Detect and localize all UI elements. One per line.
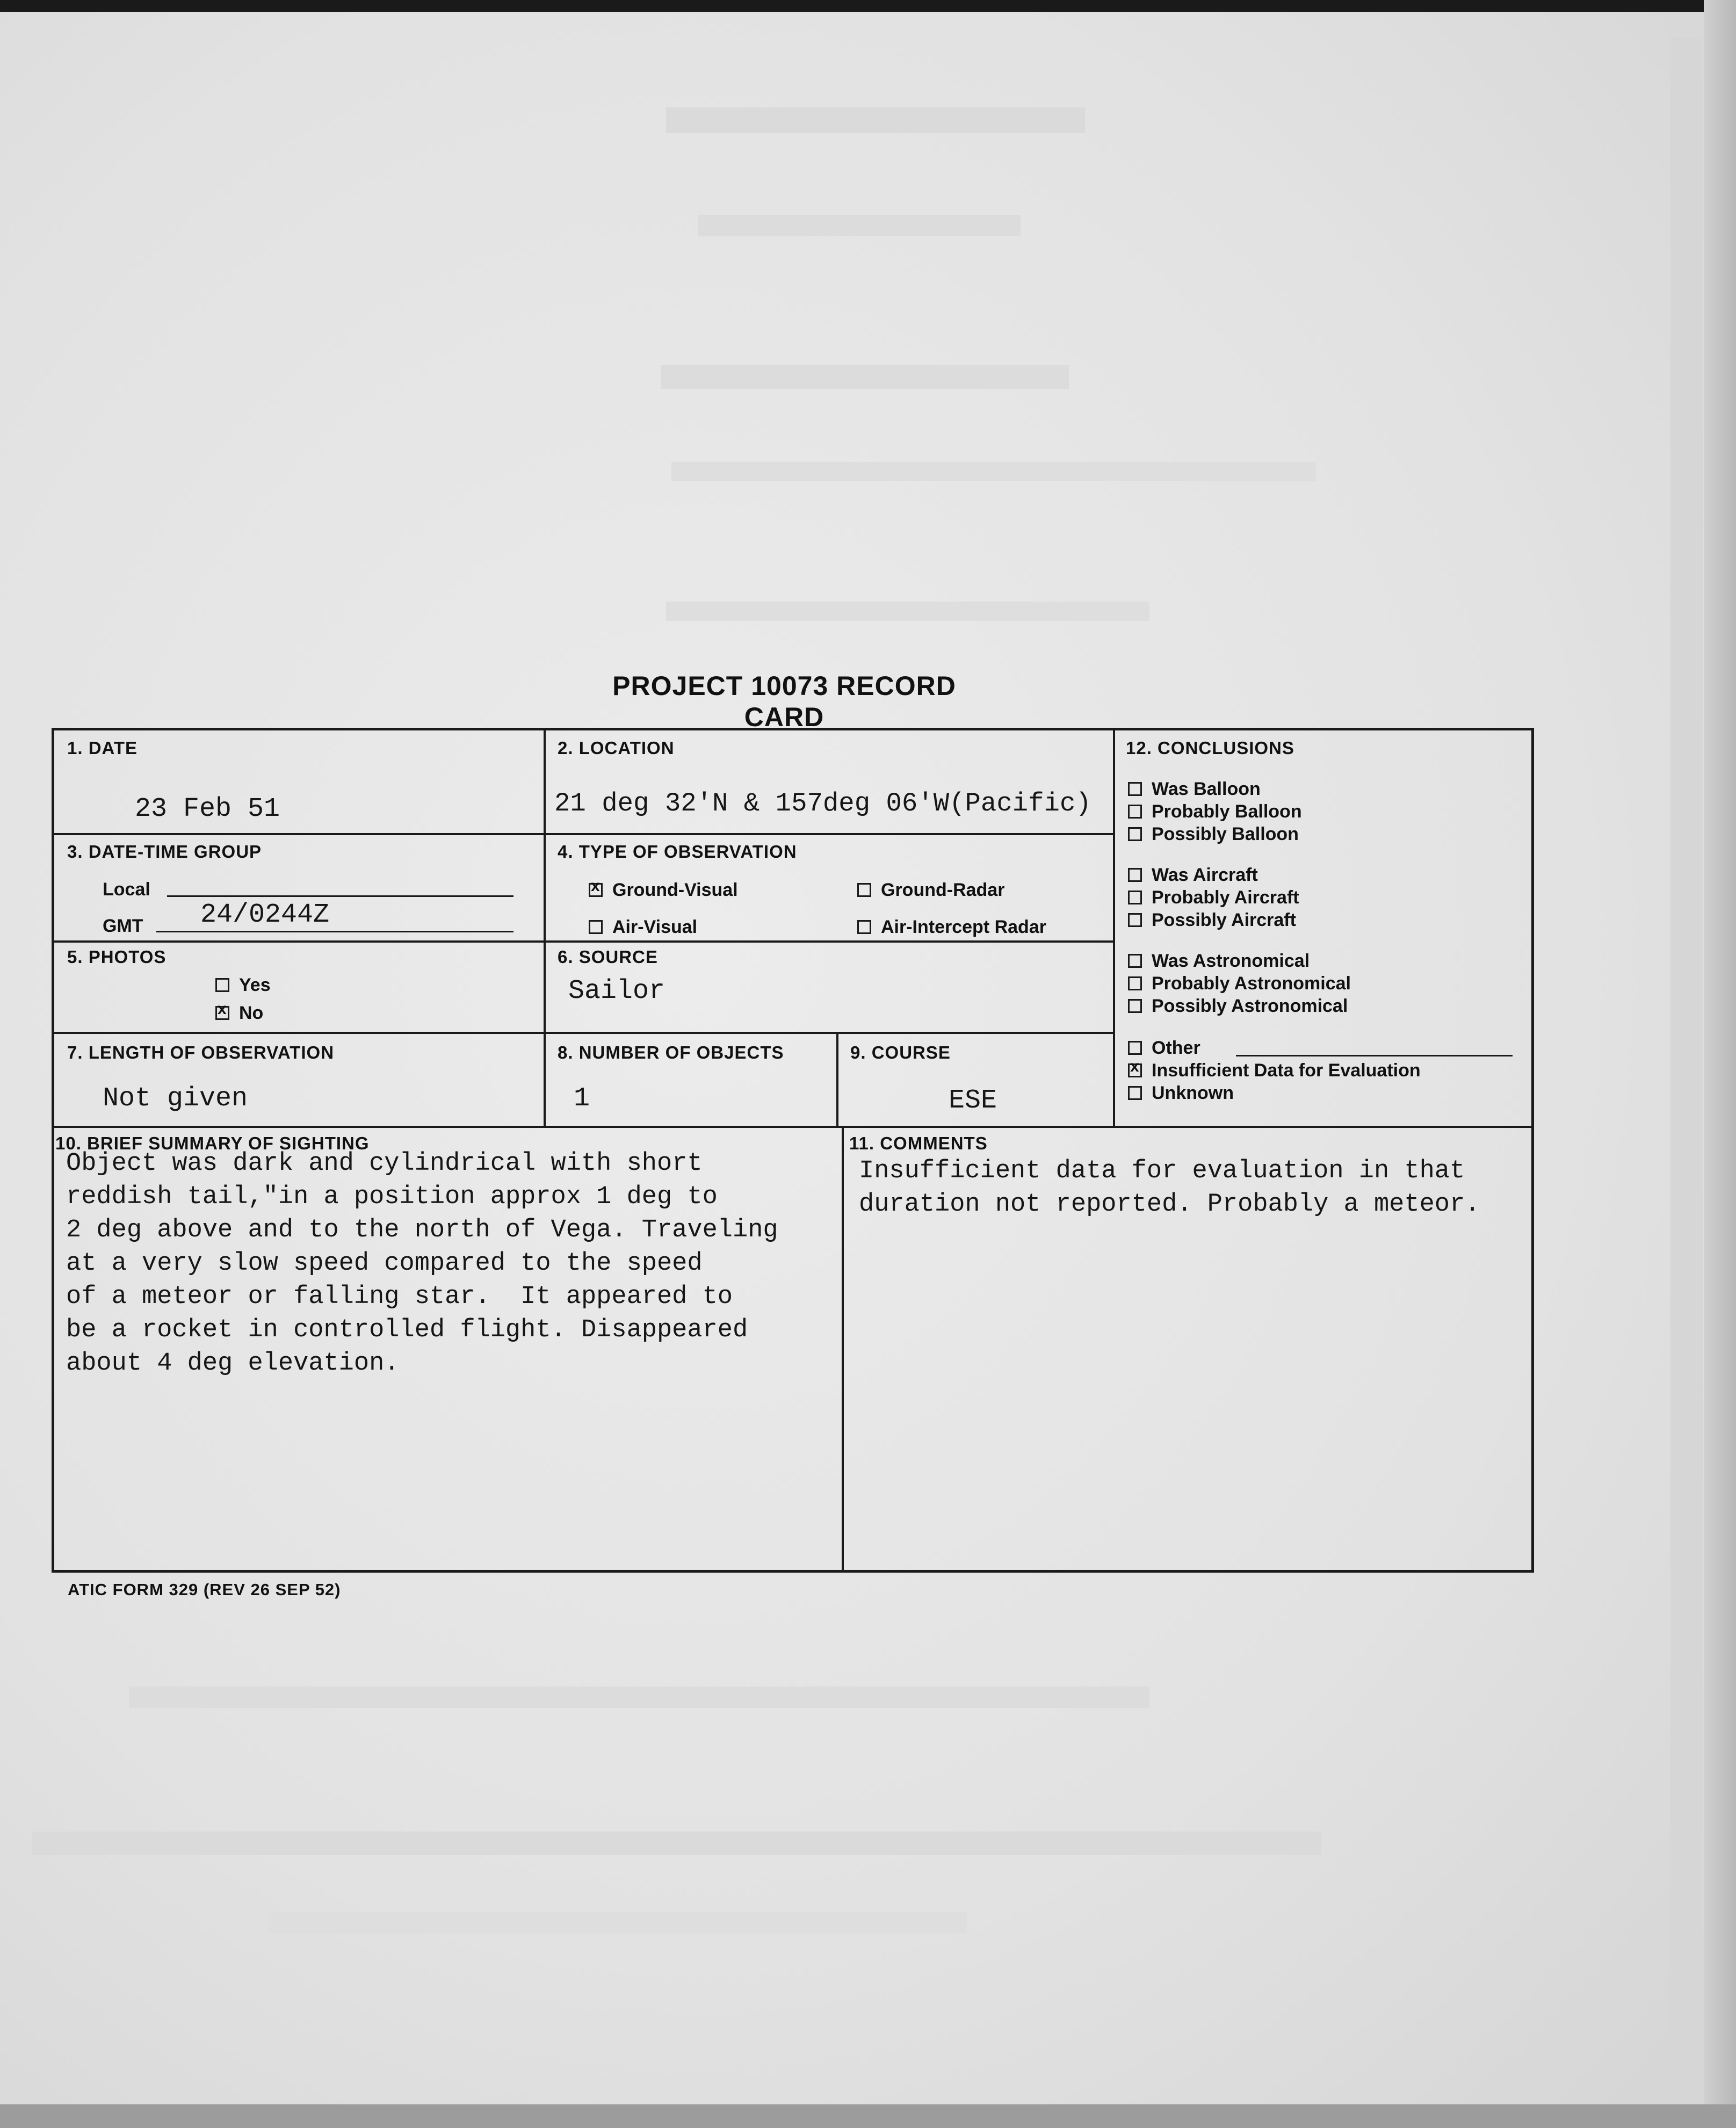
gmt-label: GMT xyxy=(103,916,143,936)
checkbox[interactable] xyxy=(1128,805,1142,819)
photos-label: 5. PHOTOS xyxy=(67,947,167,967)
photos-yes[interactable]: Yes xyxy=(215,975,271,996)
checkbox[interactable] xyxy=(1128,954,1142,968)
number-of-objects-label: 8. NUMBER OF OBJECTS xyxy=(558,1043,784,1062)
comments-cell xyxy=(844,1128,1531,1570)
location-label: 2. LOCATION xyxy=(558,738,675,758)
card-title: PROJECT 10073 RECORD CARD xyxy=(612,671,956,732)
checkbox[interactable] xyxy=(1128,868,1142,882)
summary-line: Object was dark and cylindrical with short xyxy=(66,1149,703,1178)
checkbox[interactable] xyxy=(1128,1086,1142,1100)
date-time-group-value: 24/0244Z xyxy=(200,900,330,930)
length-of-observation-value: Not given xyxy=(103,1083,248,1114)
checkbox[interactable] xyxy=(1128,999,1142,1013)
other-fill-line xyxy=(1236,1055,1513,1056)
form-number: ATIC FORM 329 (REV 26 SEP 52) xyxy=(68,1580,341,1599)
conclusion-possibly-astronomical[interactable]: Possibly Astronomical xyxy=(1128,996,1348,1017)
local-fill-line xyxy=(167,895,513,897)
summary-label: 10. BRIEF SUMMARY OF SIGHTING xyxy=(55,1133,370,1153)
checkbox[interactable] xyxy=(1128,976,1142,990)
summary-line: about 4 deg elevation. xyxy=(66,1349,400,1378)
checkbox[interactable] xyxy=(857,920,871,934)
checkbox[interactable] xyxy=(1128,913,1142,927)
conclusion-possibly-aircraft[interactable]: Possibly Aircraft xyxy=(1128,910,1296,931)
conclusion-probably-balloon[interactable]: Probably Balloon xyxy=(1128,801,1302,822)
bleed-through-mark xyxy=(666,107,1085,133)
record-card xyxy=(52,728,1534,1573)
scan-bottom-edge xyxy=(0,2104,1736,2128)
conclusion-probably-aircraft[interactable]: Probably Aircraft xyxy=(1128,887,1299,908)
conclusions-cell xyxy=(1115,730,1531,1128)
bleed-through-mark xyxy=(269,1912,967,1934)
type-of-observation-cell xyxy=(546,835,1115,943)
checkbox-checked[interactable] xyxy=(1128,1063,1142,1077)
comments-line: Insufficient data for evaluation in that xyxy=(859,1157,1465,1185)
source-cell xyxy=(546,943,1115,1034)
gmt-fill-line xyxy=(156,931,513,932)
checkbox[interactable] xyxy=(215,978,229,992)
summary-line: be a rocket in controlled flight. Disappeared xyxy=(66,1316,748,1344)
obs-air-intercept-radar[interactable]: Air-Intercept Radar xyxy=(857,917,1046,938)
date-value: 23 Feb 51 xyxy=(135,794,280,824)
checkbox[interactable] xyxy=(1128,782,1142,796)
type-of-observation-label: 4. TYPE OF OBSERVATION xyxy=(558,842,797,862)
date-time-group-cell xyxy=(54,835,546,943)
checkbox[interactable] xyxy=(1128,1041,1142,1055)
bleed-through-mark xyxy=(698,215,1021,236)
summary-line: of a meteor or falling star. It appeared to xyxy=(66,1283,733,1311)
date-label: 1. DATE xyxy=(67,738,138,758)
comments-line: duration not reported. Probably a meteor. xyxy=(859,1190,1480,1219)
length-of-observation-cell xyxy=(54,1034,546,1128)
location-cell xyxy=(546,730,1115,835)
source-value: Sailor xyxy=(568,976,666,1007)
conclusion-probably-astronomical[interactable]: Probably Astronomical xyxy=(1128,973,1351,994)
bleed-through-mark xyxy=(32,1832,1321,1855)
summary-line: reddish tail,"in a position approx 1 deg to xyxy=(66,1183,718,1211)
scan-top-edge xyxy=(0,0,1736,12)
number-of-objects-cell xyxy=(546,1034,838,1128)
bleed-through-mark xyxy=(671,462,1316,481)
photos-cell xyxy=(54,943,546,1034)
conclusion-unknown[interactable]: Unknown xyxy=(1128,1083,1234,1104)
checkbox[interactable] xyxy=(857,883,871,897)
length-of-observation-label: 7. LENGTH OF OBSERVATION xyxy=(67,1043,335,1062)
local-label: Local xyxy=(103,879,150,900)
source-label: 6. SOURCE xyxy=(558,947,658,967)
comments-label: 11. COMMENTS xyxy=(849,1133,988,1153)
bleed-through-mark xyxy=(129,1687,1149,1708)
summary-line: 2 deg above and to the north of Vega. Traveling xyxy=(66,1216,778,1244)
conclusion-insufficient-data[interactable]: xInsufficient Data for Evaluation xyxy=(1128,1060,1421,1081)
scan-right-edge xyxy=(1704,0,1736,2128)
course-value: ESE xyxy=(949,1085,997,1116)
checkbox[interactable] xyxy=(589,920,603,934)
conclusion-possibly-balloon[interactable]: Possibly Balloon xyxy=(1128,824,1299,845)
course-label: 9. COURSE xyxy=(850,1043,951,1062)
course-cell xyxy=(838,1034,1115,1128)
number-of-objects-value: 1 xyxy=(574,1083,590,1114)
obs-air-visual[interactable]: Air-Visual xyxy=(589,917,697,938)
obs-ground-radar[interactable]: Ground-Radar xyxy=(857,880,1004,901)
conclusion-other[interactable]: Other xyxy=(1128,1038,1200,1059)
date-time-group-label: 3. DATE-TIME GROUP xyxy=(67,842,262,862)
checkbox-checked[interactable] xyxy=(589,883,603,897)
conclusion-was-astronomical[interactable]: Was Astronomical xyxy=(1128,951,1310,972)
summary-line: at a very slow speed compared to the speed xyxy=(66,1249,703,1278)
obs-ground-visual[interactable]: xGround-Visual xyxy=(589,880,738,901)
bleed-through-mark xyxy=(661,365,1069,389)
checkbox[interactable] xyxy=(1128,891,1142,904)
date-cell xyxy=(54,730,546,835)
checkbox[interactable] xyxy=(1128,827,1142,841)
photos-no[interactable]: xNo xyxy=(215,1003,263,1024)
checkbox-checked[interactable] xyxy=(215,1006,229,1020)
conclusion-was-balloon[interactable]: Was Balloon xyxy=(1128,779,1261,800)
location-value: 21 deg 32'N & 157deg 06'W(Pacific) xyxy=(554,788,1091,819)
scan-right-strip xyxy=(1670,38,1703,2105)
bleed-through-mark xyxy=(666,602,1149,621)
conclusions-label: 12. CONCLUSIONS xyxy=(1126,738,1294,758)
summary-cell xyxy=(54,1128,844,1570)
conclusion-was-aircraft[interactable]: Was Aircraft xyxy=(1128,865,1258,886)
